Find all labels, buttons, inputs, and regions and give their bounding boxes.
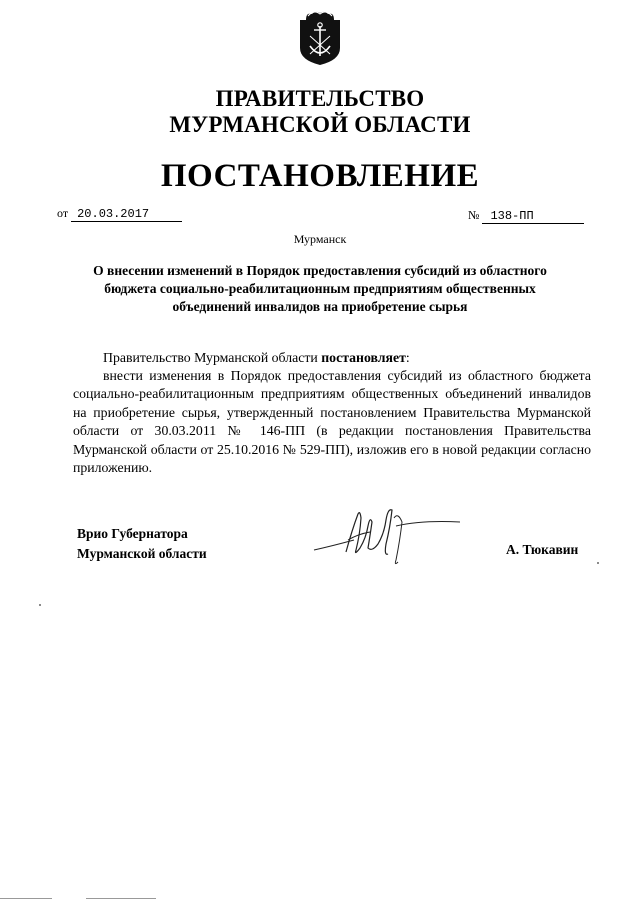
resolution-body: внести изменения в Порядок предоставления субсидий из областного бюджета социально-реабилитационным предприятиям общественных объединений инвалидов на приобретение сырья, утвержденный постановлением Правительства Мурманской области от 30.03.2011 № 146-ПП (в редакции постановления Правительства Мурманской области от 25.10.2016 № 529-ПП), изложив его в новой редакции согласно приложению. (73, 368, 591, 476)
date-value: 20.03.2017 (71, 207, 182, 222)
scan-edge-line (86, 898, 156, 899)
intro-colon: : (405, 350, 410, 365)
scan-edge-line (0, 898, 52, 899)
government-title-line2: МУРМАНСКОЙ ОБЛАСТИ (169, 112, 471, 137)
date-field (57, 206, 182, 222)
signer-position (77, 524, 207, 564)
scan-speck (39, 604, 41, 606)
intro-bold-verb: постановляет (321, 350, 406, 365)
scan-speck (597, 562, 599, 564)
number-field (468, 208, 584, 224)
date-label: от (57, 206, 69, 220)
intro-text: Правительство Мурманской области (103, 350, 322, 365)
number-value: 138-ПП (482, 209, 584, 224)
city: Мурманск (293, 232, 347, 246)
coat-of-arms-icon (298, 10, 342, 66)
handwritten-signature (312, 500, 462, 568)
resolution-intro (73, 349, 591, 367)
government-title-line1: ПРАВИТЕЛЬСТВО (215, 86, 425, 111)
document-type-title: ПОСТАНОВЛЕНИЕ (160, 158, 480, 194)
number-label: № (468, 208, 480, 222)
signer-position-line2: Мурманской области (77, 546, 207, 561)
signer-name: А. Тюкавин (506, 542, 579, 557)
signer-position-line1: Врио Губернатора (77, 526, 188, 541)
document-subject: О внесении изменений в Порядок предоставления субсидий из областного бюджета социально-реабилитационным предприятиям общественных объединений инвалидов на приобретение сырья (93, 263, 547, 314)
